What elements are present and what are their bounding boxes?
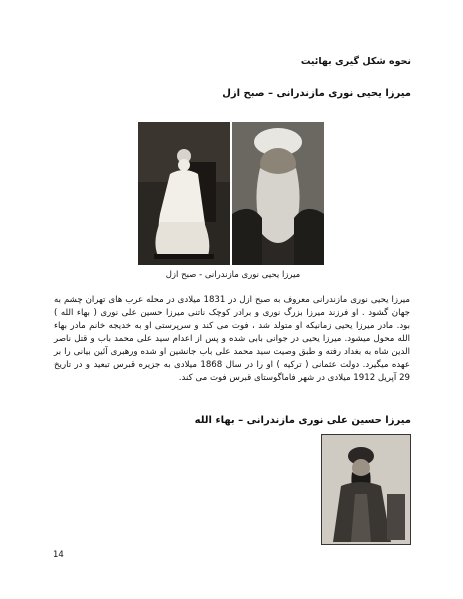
subheading-bahaullah: میرزا حسین علی نوری مازندرانی – بهاء الله xyxy=(194,415,411,426)
bearded-man-portrait-photo xyxy=(232,122,324,265)
photo-pair xyxy=(138,122,324,265)
bahaullah-portrait-photo xyxy=(321,434,411,545)
biography-paragraph: میرزا یحیی نوری مازندرانی معروف به صبح ازل در 1831 میلادی در محله عرب های تهران چشم به جهان گشود . او فرزند میرزا بزرگ نوری و برادر کوچک ناتنی میرزا حسین علی نوری ( بهاء الله ) بود. مادر میرزا یحیی زمانیکه او متولد شد ، فوت می کند و سرپرستی او به خدیجه خانم مادر بهاء الله محول میشود. میرزا یحیی در جوانی بابی شده و پس از اعدام سید علی محمد باب و قتل ناصر الدین شاه به بغداد رفته و طبق وصیت سید محمد علی باب جانشین او شده ورهبری آئین بیانی را بر عهده میگیرد. دولت عثمانی ( ترکیه ) او را در سال 1868 میلادی به جزیره قبرس تبعید و در تاریخ 29 آپریل 1912 میلادی در شهر فاماگوستای قبرس فوت می کند. xyxy=(54,295,411,383)
photo-caption: میرزا یحیی نوری مازندرانی - صبح ازل xyxy=(165,270,301,280)
page-number: 14 xyxy=(53,550,64,560)
seated-portrait-photo xyxy=(138,122,230,265)
subheading-subh-e-azal: میرزا یحیی نوری مازندرانی – صبح ازل xyxy=(222,88,411,99)
section-heading: نحوه شکل گیری بهائیت xyxy=(300,56,411,67)
